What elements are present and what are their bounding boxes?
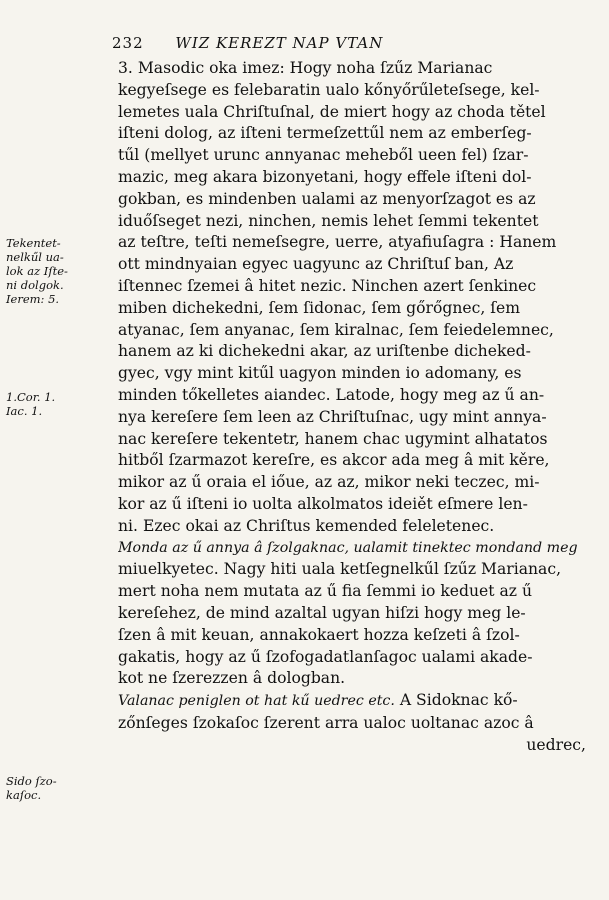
text-line: miben dichekedni, ſem ſidonac, ſem gőrőgnec, ſem [118,298,521,317]
page-number: 232 [112,34,144,52]
text-line: Monda az ű annya â ſzolgaknac, ualamit tinektec mondand meg [118,539,578,556]
margin-note-line: kaſoc. [6,788,42,802]
margin-note-line: ni dolgok. [6,278,64,292]
margin-note-line: Sido ſzo- [6,774,57,788]
margin-note [6,390,114,418]
text-line: lemetes uala Chriſtuſnal, de miert hogy az choda tětel [118,102,546,121]
text-line: hanem az ki dichekedni akar, az uriſtenbe dicheked- [118,342,531,361]
text-line: kot ne ſzerezzen â dologban. [118,669,346,688]
text-line: mikor az ű oraia el iőue, az az, mikor neki teczec, mi- [118,473,540,492]
text-line: mert noha nem mutata az ű fia ſemmi io keduet az ű [118,582,532,601]
text-line: kereſehez, de mind azaltal ugyan hiſzi hogy meg le- [118,603,526,622]
text-line: iſtennec ſzemei â hitet nezic. Ninchen azert ſenkinec [118,276,537,295]
text-line: gokban, es mindenben ualami az menyorſzagot es az [118,189,536,208]
text-line: 3. Masodic oka imez: Hogy noha ſzűz Marianac [118,59,493,77]
text-line: nac kereſere tekentetr, hanem chac ugymint alhatatos [118,429,548,448]
margin-note-line: nelkűl ua- [6,250,64,264]
text-line: atyanac, ſem anyanac, ſem kiralnac, ſem feiedelemnec, [118,320,554,339]
margin-note-line: Iac. 1. [6,404,43,418]
text-line: iduőſseget nezi, ninchen, nemis lehet ſemmi tekentet [118,211,539,230]
text-line: ſzen â mit keuan, annakokaert hozza keſzeti â ſzol- [118,625,520,644]
text-line: nya kereſere ſem leen az Chriſtuſnac, ugy mint annya- [118,407,547,426]
text-line: az teſtre, teſti nemeſsegre, uerre, atyafiuſagra : Hanem [118,233,557,252]
text-line: uedrec, [526,735,586,754]
text-line: mazic, meg akara bizonyetani, hogy effele iſteni dol- [118,167,532,186]
margin-note-line: Ierem: 5. [6,292,60,306]
margin-note-line: 1.Cor. 1. [6,390,56,404]
text-line: iſteni dolog, az iſteni termeſzettűl nem az emberſeg- [118,124,532,143]
body-text [118,58,586,757]
margin-note [6,236,114,306]
running-header [112,34,562,52]
text-line: Valanac peniglen ot hat kű uedrec etc. A Sidoknac kő- [118,691,518,710]
margin-note-line: lok az Iſte- [6,264,68,278]
text-line: zőnſeges ſzokaſoc ſzerent arra ualoc uoltanac azoc â [118,713,534,732]
text-line: gyec, vgy mint kitűl uagyon minden io adomany, es [118,364,522,383]
text-line: hitből ſzarmazot kereſre, es akcor ada meg â mit kěre, [118,451,550,470]
text-line: ni. Ezec okai az Chriſtus kemended feleletenec. [118,516,495,535]
text-line: gakatis, hogy az ű ſzofogadatlanſagoc ualami akade- [118,647,533,666]
text-line: ott mindnyaian egyec uagyunc az Chriſtuſ ban, Az [118,255,514,274]
margin-note-line: Tekentet- [6,236,61,250]
text-line: minden tőkelletes aiandec. Latode, hogy meg az ű an- [118,385,545,404]
margin-note [6,774,114,802]
text-line: kor az ű iſteni io uolta alkolmatos ideiět eſmere len- [118,494,528,513]
running-title: WIZ KEREZT NAP VTAN [175,34,384,52]
text-line: tűl (mellyet urunc annyanac meheből ueen fel) ſzar- [118,146,529,165]
text-line: kegyeſsege es felebaratin ualo kőnyőrűleteſsege, kel- [118,80,540,99]
text-line: miuelkyetec. Nagy hiti uala ketſegnelkűl ſzűz Marianac, [118,560,562,579]
